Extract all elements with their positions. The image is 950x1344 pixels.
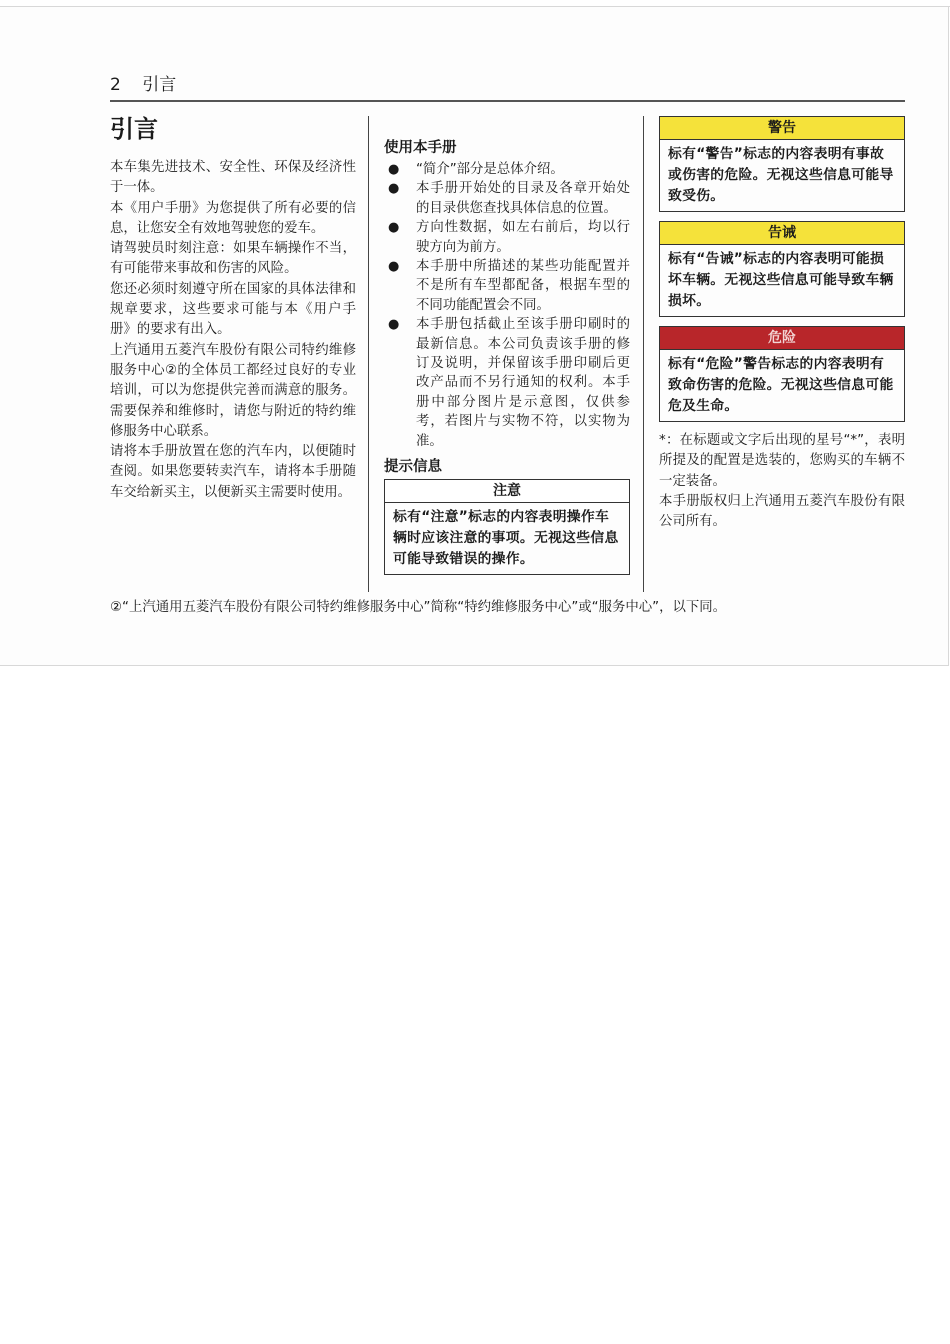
bullet-icon: ● bbox=[388, 259, 400, 275]
bullet-icon: ● bbox=[388, 220, 400, 236]
danger-box bbox=[659, 326, 905, 422]
list-item: ● 本手册中所描述的某些功能配置并不是所有车型都配备，根据车型的不同功能配置会不同。 bbox=[388, 259, 630, 313]
tips-heading: 提示信息 bbox=[384, 459, 442, 476]
page-number: 2 bbox=[110, 75, 121, 95]
notice-box bbox=[384, 479, 630, 575]
page-title: 引言 bbox=[110, 115, 158, 143]
danger-label: 危险 bbox=[660, 327, 904, 350]
warning-label: 警告 bbox=[660, 117, 904, 140]
intro-paragraph: 您还必须时刻遵守所在国家的具体法律和规章要求，这些要求可能与本《用户手册》的要求有出入。 bbox=[110, 281, 356, 338]
warning-box bbox=[659, 116, 905, 212]
intro-paragraph: 本车集先进技术、安全性、环保及经济性于一体。 bbox=[110, 160, 356, 196]
safety-labels-column bbox=[659, 116, 905, 532]
caution-text: 标有“告诫”标志的内容表明可能损坏车辆。无视这些信息可能导致车辆损坏。 bbox=[668, 251, 894, 309]
caution-label: 告诫 bbox=[660, 222, 904, 245]
page-header bbox=[110, 74, 905, 102]
column-divider-2 bbox=[643, 116, 644, 592]
bullet-icon: ● bbox=[388, 317, 400, 333]
usage-list bbox=[384, 160, 630, 451]
danger-text: 标有“危险”警告标志的内容表明有致命伤害的危险。无视这些信息可能危及生命。 bbox=[668, 356, 894, 414]
warning-text: 标有“警告”标志的内容表明有事故或伤害的危险。无视这些信息可能导致受伤。 bbox=[668, 146, 894, 204]
footnote: ②“上汽通用五菱汽车股份有限公司特约维修服务中心”简称“特约维修服务中心”或“服务中心”，以下同。 bbox=[110, 600, 727, 615]
caution-box bbox=[659, 221, 905, 317]
list-item: ● 本手册开始处的目录及各章开始处的目录供您查找具体信息的位置。 bbox=[388, 181, 630, 216]
intro-column bbox=[110, 114, 356, 503]
intro-paragraph: 请将本手册放置在您的汽车内，以便随时查阅。如果您要转卖汽车，请将本手册随车交给新买主，以便新买主需要时使用。 bbox=[110, 444, 356, 500]
intro-paragraph: 上汽通用五菱汽车股份有限公司特约维修服务中心②的全体员工都经过良好的专业培训，可以为您提供完善而满意的服务。需要保养和维修时，请您与附近的特约维修服务中心联系。 bbox=[110, 342, 356, 439]
column-divider-1 bbox=[368, 116, 369, 592]
notice-label: 注意 bbox=[385, 480, 629, 503]
intro-paragraph: 请驾驶员时刻注意：如果车辆操作不当，有可能带来事故和伤害的风险。 bbox=[110, 241, 356, 277]
list-item: ● 方向性数据，如左右前后，均以行驶方向为前方。 bbox=[388, 220, 630, 255]
list-item: ● 本手册包括截止至该手册印刷时的最新信息。本公司负责该手册的修订及说明，并保留该手册印刷后更改产品而不另行通知的权利。本手册中部分图片是示意图，仅供参考，若图片与实物不符，以实物为准。 bbox=[388, 317, 630, 449]
list-item: ● “简介”部分是总体介绍。 bbox=[384, 160, 630, 179]
notice-text: 标有“注意”标志的内容表明操作车辆时应该注意的事项。无视这些信息可能导致错误的操作。 bbox=[393, 509, 619, 568]
intro-paragraph: 本《用户手册》为您提供了所有必要的信息，让您安全有效地驾驶您的爱车。 bbox=[110, 200, 356, 236]
usage-heading: 使用本手册 bbox=[384, 140, 457, 156]
manual-usage-column bbox=[384, 138, 630, 584]
bullet-icon: ● bbox=[388, 181, 400, 197]
section-name: 引言 bbox=[142, 75, 177, 95]
bullet-icon: ● bbox=[388, 162, 400, 177]
copyright-note: 本手册版权归上汽通用五菱汽车股份有限公司所有。 bbox=[659, 493, 905, 530]
asterisk-note: *：在标题或文字后出现的星号“*”，表明所提及的配置是选装的，您购买的车辆不一定装备。 bbox=[659, 433, 905, 489]
